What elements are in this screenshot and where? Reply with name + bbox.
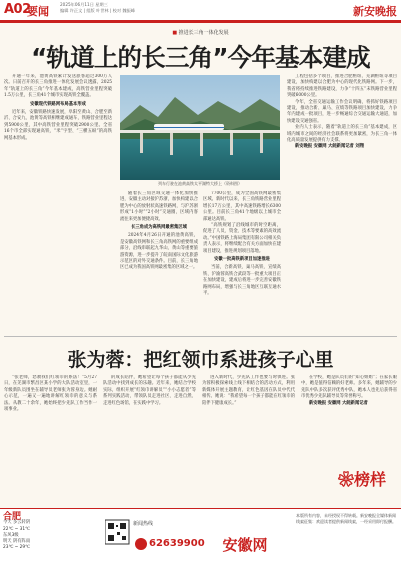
kicker-text: 推进长三角一体化发展 xyxy=(178,30,229,36)
kicker-bullet-icon: ■ xyxy=(172,30,178,36)
article-column-1 xyxy=(4,74,112,332)
paragraph: “张老师，您教我们红领巾的系法！”5月27日，在芜湖市繁昌区某小学的大队活动室里，一年级新队员围坐在辅导员老师张为蓉身边。她耐心示范，一遍又一遍地讲解红领巾的意义与系法。从教二十余年，她始终把少先队工作当作一项事业。 xyxy=(4,375,97,413)
paragraph: 近年来，安徽铁路快速发展，阜阳至黄山、合肥至新沂、合安九、池黄等高铁相继建成通车，铁路营业里程达到5900公里，其中高铁营业里程突破2900公里。全省16个市全部实现通高铁，“米”字型、“三横五纵”的高铁网基本形成。 xyxy=(4,110,112,141)
editor-credits: 编辑 许正文 | 组版 叶世林 | 校对 魏振峰 xyxy=(60,7,135,13)
paragraph: 开通一年来，池黄高铁累计发送旅客超过300万人次。日前召开的长三角推进一体化发展会议透露，2025年“轨道上的长三角”今年基本建成，高铁营业里程突破1.5万公里，长三角41个城市实现高铁全覆盖。 xyxy=(4,74,112,99)
photo-caption: 列车行驶在池黄高铁太平湖特大桥上（资料图） xyxy=(158,181,242,186)
site-logo-text: 安徽网 xyxy=(222,536,268,554)
weather-today-temp: 22℃ ~ 31℃ xyxy=(3,526,30,532)
header-meta xyxy=(60,2,135,13)
flower-icon: ❀ xyxy=(338,470,355,489)
hotline-label: 新闻热线 xyxy=(133,521,154,527)
article2-column-3 xyxy=(202,375,295,503)
paragraph: 进入新时代，少先队工作也要与时俱进。张为蓉积极探索线上线下相结合的活动方式，利用新媒体开展主题教育，让红色基因在队员中代代相传。她说：“我希望每一个孩子都能在红领巾的陪伴下健康成长。” xyxy=(202,375,295,406)
paragraph: 随着长三角区域交通一体化加快推进，安徽主动对接沪苏浙，加快构建以合肥为中心的放射状高速铁路网，与沪苏浙形成“1小时”“2小时”交通圈，区域内客流往来更加便捷高效。 xyxy=(120,191,198,222)
article-kicker xyxy=(0,29,401,36)
page-header xyxy=(0,0,401,21)
article2-column-1 xyxy=(4,375,97,503)
paragraph: 的成长陪伴，她希望让每个孩子都能从少先队活动中找到成长的乐趣。近年来，她结合学校实际，组织开展“红领巾讲解员”“小小志愿者”等系列实践活动，带领队员走进社区、走进自然、走进红色场馆，在实践中学习。 xyxy=(103,375,196,406)
header-rule xyxy=(0,21,401,23)
site-logo xyxy=(200,520,290,578)
footer-note: 本版所有内容，未经授权不得转载。新安晚报全媒体新闻线索征集：欢迎读者提供新闻线索，一经采用即付报酬。 xyxy=(296,513,396,524)
paragraph: 2024年4月26日开通的池黄高铁，是安徽高铁网和长三角高铁网的重要组成部分，沿线串联起九华山、黄山等重要旅游资源，进一步提升了皖南国际文化旅游示范区的对外交通条件。目前，长三角地区已成为我国高铁网最密集的区域之一。 xyxy=(120,233,198,271)
paragraph: 当前，合新高铁、巢马高铁、宣绩高铁、沪渝蓉高铁合武段等一批重大项目正在加快建设，建成后将进一步完善安徽铁路网布局，增强与长三角地区互联互通水平。 xyxy=(203,265,281,297)
article-byline: 新安晚报 安徽网 大皖新闻记者 xyxy=(309,400,368,406)
article-column-2 xyxy=(120,191,198,332)
hotline-number: 62639900 xyxy=(149,538,205,549)
weather-city: 合肥 xyxy=(3,512,22,522)
paragraph: 业内人士表示，随着“轨道上的长三角”基本建成，区域内城市之间的经济社会联系将更加紧密，为长三角一体化高质量发展提供有力支撑。 xyxy=(287,125,397,144)
section-divider xyxy=(4,336,397,337)
paragraph: “高铁规划了沿线城市的时空距离，促进了人员、资金、技术等要素的高效流动。”中国铁路上海局集团有限公司相关负责人表示，将继续配合有关方面加快在建项目建设，推进规划项目落地。 xyxy=(203,223,281,254)
news-photo xyxy=(120,75,280,180)
issue-date: 2025年06月11日 星期三 xyxy=(60,2,108,7)
article-column-3 xyxy=(203,191,281,332)
badge-text: 榜样 xyxy=(354,470,387,489)
hotline-box xyxy=(105,514,205,578)
paragraph: 7700公里，成为全国高铁网最密集区域。新时代以来，长三角铁路营业里程增长17万公里，其中高速铁路增长6300公里。目前长三角41个地级以上城市全部通达高铁。 xyxy=(203,191,281,222)
role-model-badge xyxy=(338,467,386,490)
weather-wind: 东风3级 xyxy=(3,532,19,538)
article-column-4 xyxy=(287,74,397,332)
paragraph: 在学校，她是队员们的“知心姐姐”；在家长眼中，她是值得信赖的好老师。多年来，她辅导的少先队中队多次获评优秀中队，她本人也先后获得省市优秀少先队辅导员等荣誉称号。 xyxy=(301,375,397,400)
subheading: 长三角成为高铁网最密集区域 xyxy=(131,225,187,231)
article2-column-4 xyxy=(301,375,397,463)
paragraph: 今年，全省交通运输工作会议明确，将抓好铁路项目建设，推动合新、巢马、宣绩等铁路项目加快建设，力争年内建成一批项目，进一步畅通综合交通运输大通道，加快建设交通强省。 xyxy=(287,99,397,124)
paragraph: 工程包括多个项目，推进合肥枢纽、芜湖枢纽等项目建设，加快构建以合肥为中心的现代化铁路网。下一步，我省将持续推进铁路建设，力争“十四五”末铁路营业里程突破6000公里。 xyxy=(287,74,397,99)
weather-box xyxy=(3,514,95,580)
weather-tomorrow: 明天 阴有阵雨 xyxy=(3,539,31,545)
article2-column-2 xyxy=(103,375,196,503)
subheading: 安徽现代铁路网布局基本形成 xyxy=(30,101,86,107)
newspaper-brand: 新安晚报 xyxy=(353,5,397,18)
article-headline: “轨道上的长三角”今年基本建成 xyxy=(31,43,370,72)
article-headline-2: 张为蓉：把红领巾系进孩子心里 xyxy=(67,349,334,371)
subheading: 安徽一批高铁新项目加速推进 xyxy=(214,257,270,263)
section-title: 要闻 xyxy=(27,5,49,18)
weather-tomorrow-temp: 23℃ ~ 29℃ xyxy=(3,545,30,551)
weather-today: 今天 多云转阴 xyxy=(3,520,31,526)
page-number: A02 xyxy=(4,2,31,17)
article-byline: 新安晚报 安徽网 大皖新闻记者 刘翔 xyxy=(295,144,364,150)
